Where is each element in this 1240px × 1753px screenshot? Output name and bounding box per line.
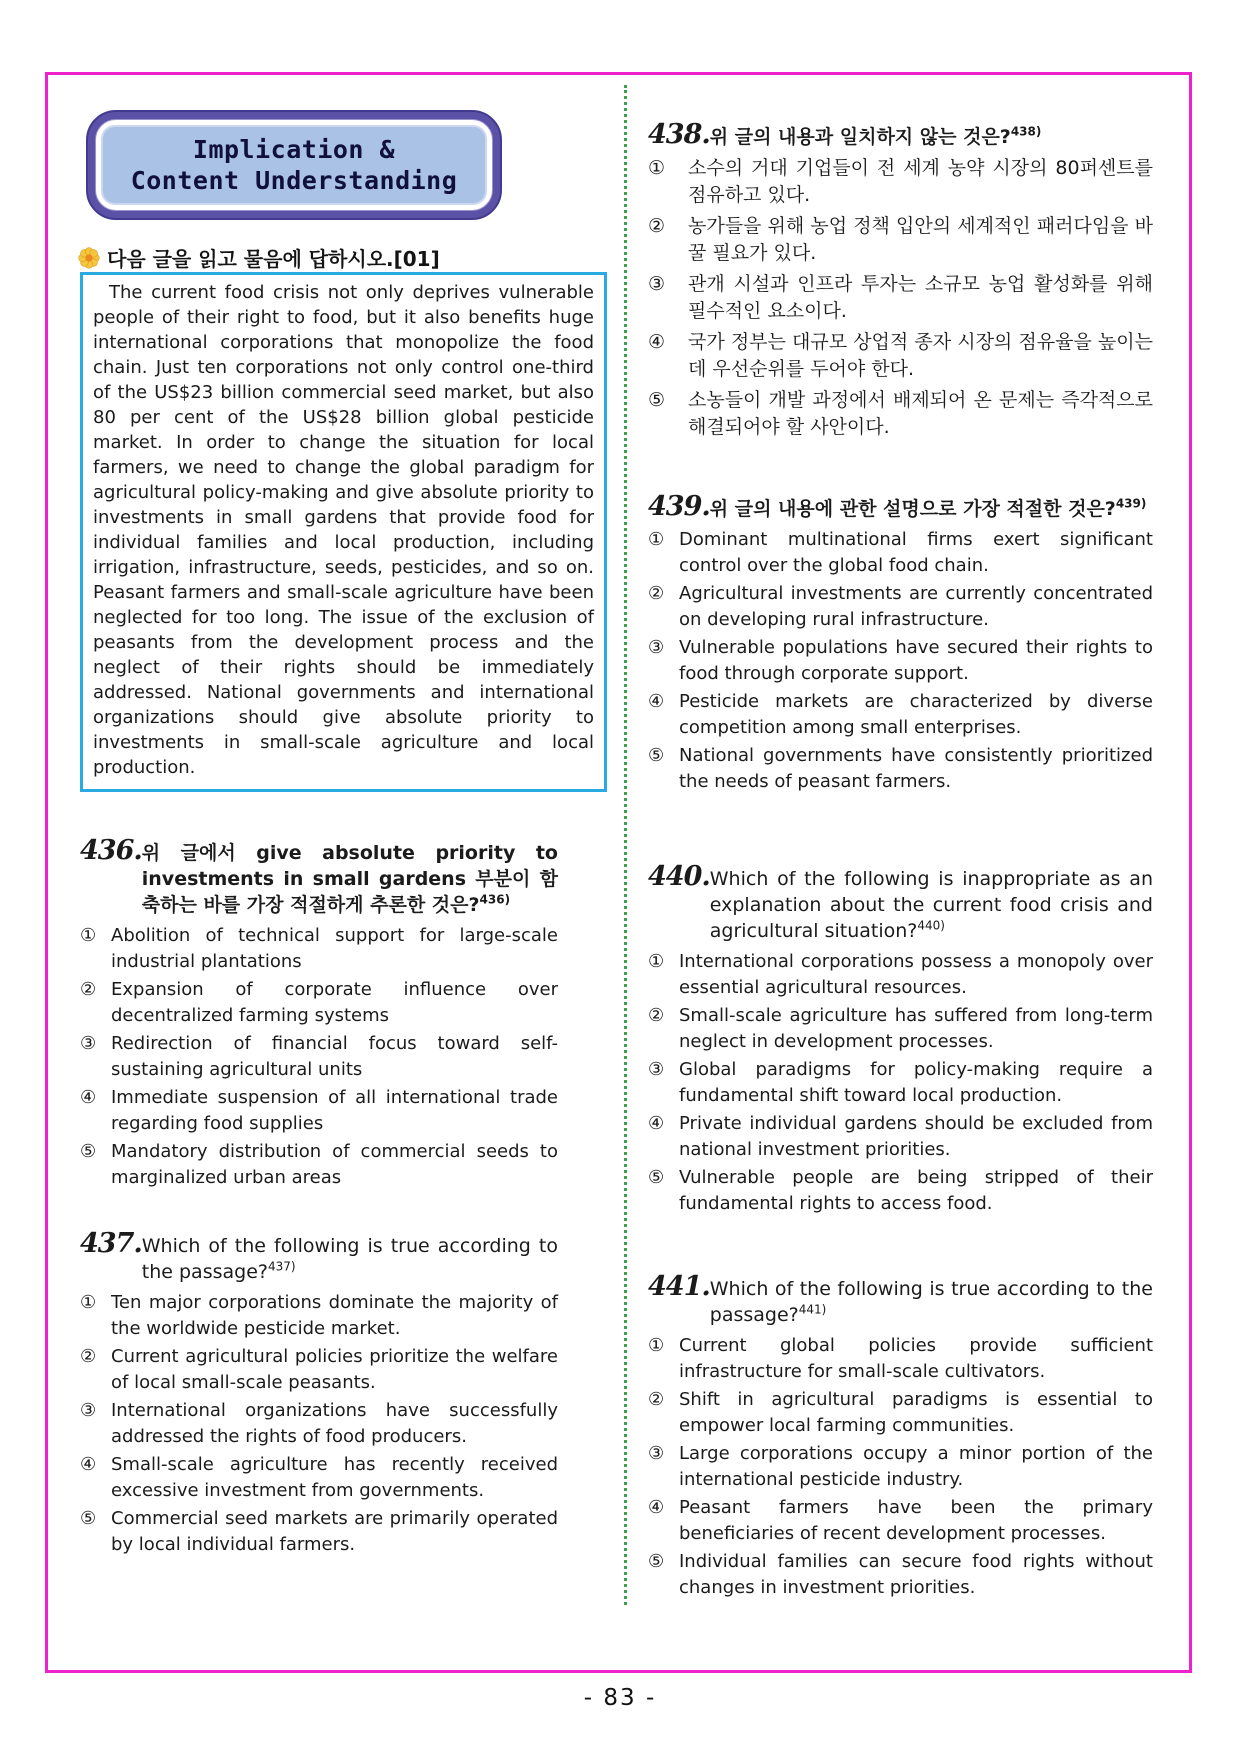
option [80, 1139, 558, 1191]
question-title [710, 864, 1153, 944]
option-marker: ① [648, 529, 665, 550]
option-marker: ② [648, 1389, 665, 1410]
option-marker: ⑤ [648, 745, 665, 766]
option-marker: ④ [648, 691, 665, 712]
option-text: Dominant multinational firms exert significant control over the global food chain. [679, 529, 1153, 576]
option-text: Vulnerable populations have secured their rights to food through corporate support. [679, 637, 1153, 684]
option [648, 1441, 1153, 1493]
question-number: 440. [648, 861, 710, 892]
option [648, 329, 1153, 383]
question-441 [648, 1271, 1153, 1603]
option [648, 1333, 1153, 1385]
option-text: Large corporations occupy a minor portion of the international pesticide industry. [679, 1443, 1153, 1490]
option-text: International corporations possess a monopoly over essential agricultural resources. [679, 951, 1153, 998]
page-frame [45, 72, 1192, 1673]
option [80, 1344, 558, 1396]
option-marker: ⑤ [80, 1141, 97, 1162]
passage-text: The current food crisis not only deprives vulnerable people of their right to food, but it also benefits huge international corporations that monopolize the food chain. Just ten corporations not only control one-third of the US$23 billion commercial seed market, but also 80 per cent of the US$28 billion global pesticide market. In order to change the situation for local farmers, we need to change the global paradigm for agricultural policy-making and give absolute priority to investments in small gardens that provide food for individual families and local production, including irrigation, infrastructure, seeds, pesticides, and so on. Peasant farmers and small-scale agriculture have been neglected for too long. The issue of the exclusion of peasants from the development process and the neglect of their rights should be immediately addressed. National governments and international organizations should give absolute priority to investments in small-scale agriculture and local production. [93, 282, 594, 778]
option [648, 743, 1153, 795]
question-ref: 439) [1115, 496, 1147, 511]
option-text: Immediate suspension of all international trade regarding food supplies [111, 1087, 558, 1134]
option [648, 1165, 1153, 1217]
question-ref: 438) [1010, 124, 1042, 139]
option-text: Small-scale agriculture has suffered from long-term neglect in development processes. [679, 1005, 1153, 1052]
question-head [80, 835, 558, 918]
options-list [648, 1333, 1153, 1601]
option-marker: ③ [80, 1400, 97, 1421]
option-text: Individual families can secure food rights without changes in investment priorities. [679, 1551, 1153, 1598]
option-text: 소수의 거대 기업들이 전 세계 농약 시장의 80퍼센트를 점유하고 있다. [688, 157, 1153, 206]
question-title-text: 위 글의 내용과 일치하지 않는 것은? [709, 126, 1011, 148]
option [648, 213, 1153, 267]
option-text: Current global policies provide sufficient infrastructure for small-scale cultivators. [679, 1335, 1153, 1382]
question-number: 438. [648, 119, 710, 150]
option-text: Private individual gardens should be excluded from national investment priorities. [679, 1113, 1153, 1160]
question-437 [80, 1228, 558, 1560]
question-head [80, 1228, 558, 1285]
option [648, 387, 1153, 441]
option-marker: ② [80, 979, 97, 1000]
option-text: National governments have consistently prioritized the needs of peasant farmers. [679, 745, 1153, 792]
question-title-text: 위 글의 내용에 관한 설명으로 가장 적절한 것은? [709, 498, 1116, 520]
option [80, 1506, 558, 1558]
option [80, 1031, 558, 1083]
question-head [648, 491, 1153, 522]
question-number: 441. [648, 1271, 710, 1302]
option [648, 1549, 1153, 1601]
option-marker: ⑤ [648, 1551, 665, 1572]
option [80, 1085, 558, 1137]
option [80, 923, 558, 975]
option-marker: ⑤ [648, 1167, 665, 1188]
option [80, 1398, 558, 1450]
option [648, 1003, 1153, 1055]
option-text: 관개 시설과 인프라 투자는 소규모 농업 활성화를 위해 필수적인 요소이다. [688, 273, 1153, 322]
option-marker: ⑤ [648, 389, 666, 411]
badge-title-line1: Implication & [192, 135, 396, 164]
question-number: 436. [80, 835, 142, 866]
option-marker: ③ [648, 1059, 665, 1080]
option-text: 농가들을 위해 농업 정책 입안의 세계적인 패러다임을 바꿀 필요가 있다. [688, 215, 1153, 264]
instruction-row [78, 243, 440, 272]
option-marker: ④ [648, 1497, 665, 1518]
option-marker: ⑤ [80, 1508, 97, 1529]
options-list [648, 527, 1153, 795]
option-text: Mandatory distribution of commercial seeds to marginalized urban areas [111, 1141, 558, 1188]
question-436 [80, 835, 558, 1193]
question-title-text: Which of the following is inappropriate as an explanation about the current food crisis and agricultural situation? [709, 868, 1153, 942]
option-text: 소농들이 개발 과정에서 배제되어 온 문제는 즉각적으로 해결되어야 할 사안이다. [688, 389, 1153, 438]
question-title [710, 1274, 1153, 1328]
header-badge-ring [95, 119, 493, 211]
option-marker: ① [648, 951, 665, 972]
question-head [648, 861, 1153, 944]
option-text: Current agricultural policies prioritize the welfare of local small-scale peasants. [111, 1346, 558, 1393]
option-text: 국가 정부는 대규모 상업적 종자 시장의 점유율을 높이는 데 우선순위를 두어야 한다. [688, 331, 1153, 380]
question-title [710, 122, 1153, 150]
option [80, 977, 558, 1029]
option-marker: ④ [648, 1113, 665, 1134]
options-list [80, 1290, 558, 1558]
options-list [648, 949, 1153, 1217]
question-number: 437. [80, 1228, 142, 1259]
question-title-text: Which of the following is true according to the passage? [141, 1235, 558, 1283]
option-marker: ② [648, 1005, 665, 1026]
option [648, 271, 1153, 325]
question-head [648, 1271, 1153, 1328]
option-text: Commercial seed markets are primarily operated by local individual farmers. [111, 1508, 558, 1555]
question-ref: 440) [917, 918, 945, 933]
instruction-text: 다음 글을 읽고 물음에 답하시오.[01] [107, 247, 440, 271]
question-title-text: Which of the following is true according to the passage? [709, 1278, 1153, 1326]
option-text: Small-scale agriculture has recently received excessive investment from governments. [111, 1454, 558, 1501]
page-number: - 83 - [583, 1685, 657, 1711]
option-marker: ① [648, 157, 666, 179]
badge-title-line2: Content Understanding [130, 166, 458, 195]
option-text: Redirection of financial focus toward self-sustaining agricultural units [111, 1033, 558, 1080]
option-marker: ③ [648, 1443, 665, 1464]
option [648, 581, 1153, 633]
option [648, 1111, 1153, 1163]
option [648, 155, 1153, 209]
option-marker: ① [80, 1292, 97, 1313]
option-marker: ③ [80, 1033, 97, 1054]
question-title-text: 위 글에서 give absolute priority to investments in small gardens 부분이 함축하는 바를 가장 적절하게 추론한 것은? [141, 842, 558, 916]
option [648, 527, 1153, 579]
option-text: Vulnerable people are being stripped of their fundamental rights to access food. [679, 1167, 1153, 1214]
question-ref: 437) [267, 1259, 296, 1274]
option [648, 1495, 1153, 1547]
option-marker: ② [648, 583, 665, 604]
option-marker: ① [80, 925, 97, 946]
option-marker: ④ [80, 1454, 97, 1475]
option-text: Abolition of technical support for large-scale industrial plantations [111, 925, 558, 972]
question-439 [648, 491, 1153, 797]
question-ref: 441) [798, 1302, 827, 1317]
header-badge [86, 110, 502, 220]
option [80, 1452, 558, 1504]
question-title [142, 1231, 558, 1285]
question-title [710, 494, 1153, 522]
header-badge-face [101, 125, 487, 205]
option-marker: ② [80, 1346, 97, 1367]
option-text: International organizations have successfully addressed the rights of food producers. [111, 1400, 558, 1447]
column-divider [624, 85, 627, 1605]
option [648, 949, 1153, 1001]
flower-icon [78, 247, 100, 269]
question-438 [648, 119, 1153, 445]
option-marker: ④ [648, 331, 666, 353]
question-number: 439. [648, 491, 710, 522]
option [648, 1057, 1153, 1109]
option-text: Agricultural investments are currently concentrated on developing rural infrastructure. [679, 583, 1153, 630]
option [80, 1290, 558, 1342]
option-marker: ③ [648, 637, 665, 658]
option-marker: ③ [648, 273, 666, 295]
options-list [648, 155, 1153, 441]
question-ref: 436) [479, 892, 511, 907]
question-440 [648, 861, 1153, 1219]
options-list [80, 923, 558, 1191]
option-text: Global paradigms for policy-making require a fundamental shift toward local production. [679, 1059, 1153, 1106]
option-text: Peasant farmers have been the primary beneficiaries of recent development processes. [679, 1497, 1153, 1544]
option-text: Pesticide markets are characterized by diverse competition among small enterprises. [679, 691, 1153, 738]
question-title [142, 838, 558, 918]
option [648, 689, 1153, 741]
option-marker: ④ [80, 1087, 97, 1108]
option-marker: ① [648, 1335, 665, 1356]
option-text: Shift in agricultural paradigms is essential to empower local farming communities. [679, 1389, 1153, 1436]
passage-box [80, 272, 607, 792]
question-head [648, 119, 1153, 150]
option-marker: ② [648, 215, 666, 237]
option-text: Expansion of corporate influence over decentralized farming systems [111, 979, 558, 1026]
option-text: Ten major corporations dominate the majority of the worldwide pesticide market. [111, 1292, 558, 1339]
option [648, 1387, 1153, 1439]
option [648, 635, 1153, 687]
